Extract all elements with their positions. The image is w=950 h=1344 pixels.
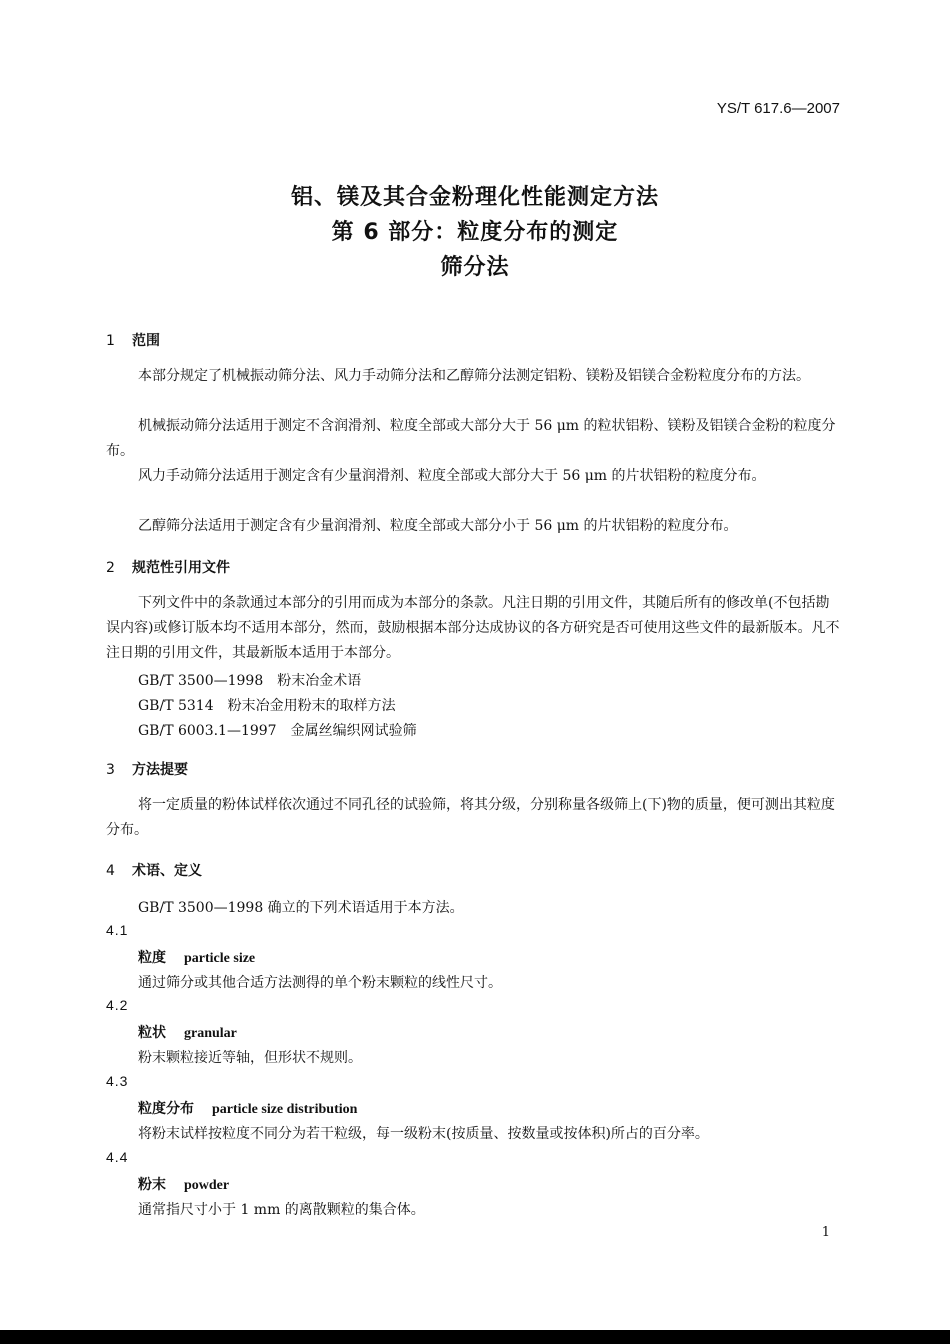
- term-heading: [138, 1098, 357, 1118]
- document-title-line3: 筛分法: [440, 255, 510, 280]
- section-number: 3: [106, 762, 115, 778]
- bottom-border: [0, 1330, 950, 1344]
- document-title-line1: 铝、镁及其合金粉理化性能测定方法: [290, 185, 659, 210]
- term-definition: 通过筛分或其他合适方法测得的单个粉末颗粒的线性尺寸。: [138, 975, 502, 991]
- reference-item: GB/T 5314 粉末冶金用粉末的取样方法: [138, 698, 396, 714]
- paragraph-text: 风力手动筛分法适用于测定含有少量润滑剂、粒度全部或大部分大于 56 μm 的片状铝粉的粒度分布。: [138, 468, 766, 484]
- reference-item: GB/T 3500—1998 粉末冶金术语: [138, 673, 362, 689]
- term-heading: [138, 947, 255, 967]
- term-number: 4.2: [106, 997, 129, 1013]
- section-3-heading: [106, 759, 188, 779]
- term-definition: 粉末颗粒接近等轴，但形状不规则。: [138, 1050, 362, 1066]
- term-number: 4.3: [106, 1073, 129, 1089]
- term-heading: [138, 1174, 229, 1194]
- term-en: particle size: [184, 951, 256, 966]
- paragraph-text: 乙醇筛分法适用于测定含有少量润滑剂、粒度全部或大部分小于 56 μm 的片状铝粉的粒度分布。: [138, 518, 738, 534]
- section-title: 规范性引用文件: [132, 560, 230, 576]
- paragraph-text: 机械振动筛分法适用于测定不含润滑剂、粒度全部或大部分大于 56 μm 的粒状铝粉、镁粉及铝镁合金粉的粒度分布。: [106, 418, 836, 459]
- paragraph: [106, 464, 842, 489]
- paragraph: [106, 414, 842, 464]
- section-number: 1: [106, 333, 115, 349]
- paragraph: [106, 591, 842, 666]
- reference-item: GB/T 6003.1—1997 金属丝编织网试验筛: [138, 723, 417, 739]
- term-en: granular: [184, 1026, 237, 1041]
- section-1-heading: [106, 330, 160, 350]
- section-title: 范围: [132, 333, 160, 349]
- term-heading: [138, 1022, 237, 1042]
- paragraph: [106, 514, 842, 539]
- term-en: powder: [184, 1178, 230, 1193]
- paragraph: [106, 793, 842, 843]
- page-number: 1: [821, 1225, 830, 1240]
- term-zh: 粒度: [138, 950, 166, 966]
- standard-code: YS/T 617.6—2007: [716, 100, 840, 117]
- section-4-heading: [106, 860, 202, 880]
- term-zh: 粒状: [138, 1025, 166, 1041]
- term-definition: 通常指尺寸小于 1 mm 的离散颗粒的集合体。: [138, 1202, 425, 1218]
- paragraph: [106, 364, 842, 389]
- section-2-heading: [106, 557, 230, 577]
- term-number: 4.1: [106, 922, 129, 938]
- term-zh: 粉末: [138, 1177, 166, 1193]
- document-title-line2: 第 6 部分：粒度分布的测定: [331, 220, 619, 245]
- term-zh: 粒度分布: [138, 1101, 194, 1117]
- section-number: 2: [106, 560, 115, 576]
- paragraph-text: 将一定质量的粉体试样依次通过不同孔径的试验筛，将其分级，分别称量各级筛上(下)物的质量，便可测出其粒度分布。: [106, 797, 835, 838]
- section-number: 4: [106, 863, 115, 879]
- term-en: particle size distribution: [212, 1102, 358, 1117]
- paragraph-text: 下列文件中的条款通过本部分的引用而成为本部分的条款。凡注日期的引用文件，其随后所有的修改单(不包括勘误内容)或修订版本均不适用本部分，然而，鼓励根据本部分达成协议的各方研究是否可使用这些文件的最新版本。凡不注日期的引用文件，其最新版本适用于本部分。: [106, 595, 840, 661]
- section-title: 方法提要: [132, 762, 188, 778]
- section-4-intro: GB/T 3500—1998 确立的下列术语适用于本方法。: [138, 900, 464, 916]
- term-number: 4.4: [106, 1149, 129, 1165]
- paragraph-text: 本部分规定了机械振动筛分法、风力手动筛分法和乙醇筛分法测定铝粉、镁粉及铝镁合金粉粒度分布的方法。: [138, 368, 810, 384]
- section-title: 术语、定义: [132, 863, 202, 879]
- term-definition: 将粉末试样按粒度不同分为若干粒级，每一级粉末(按质量、按数量或按体积)所占的百分率。: [138, 1126, 709, 1142]
